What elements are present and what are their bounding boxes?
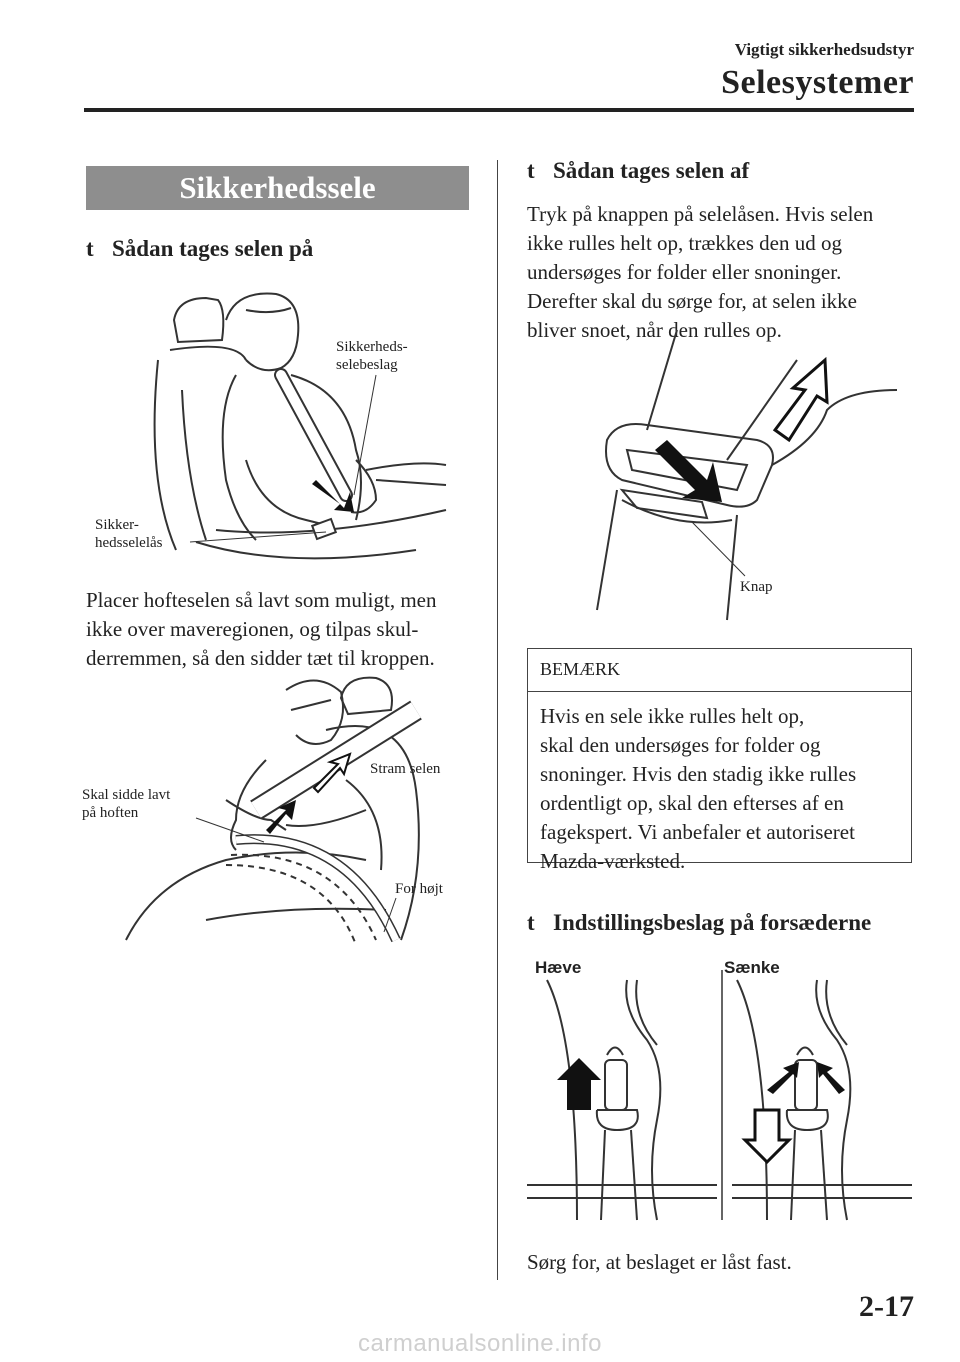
column-divider bbox=[497, 160, 498, 1280]
heading-unfasten bbox=[527, 158, 749, 184]
page-number: 2-17 bbox=[859, 1290, 914, 1323]
arrow-icon bbox=[775, 360, 827, 440]
watermark: carmanualsonline.info bbox=[358, 1330, 602, 1357]
header-rule bbox=[84, 108, 914, 112]
heading-adjuster bbox=[527, 910, 871, 936]
para-unfasten: Tryk på knappen på selelåsen. Hvis selen ikke rulles helt op, trækkes den ud og undersøges for folder eller snoninger. Derefter skal du sørge for, at selen ikke bliver snoet, når den rulles op. bbox=[527, 202, 874, 342]
heading-unfasten-text: Sådan tages selen af bbox=[553, 158, 750, 183]
label-sit-low: Skal sidde lavt på hoften bbox=[82, 787, 171, 821]
page-title: Selesystemer bbox=[721, 64, 914, 101]
note-body: Hvis en sele ikke rulles helt op, skal den undersøges for folder og snoninger. Hvis den stadig ikke rulles ordentligt op, skal den efterses af en fagekspert. Vi anbefaler et autoriseret Mazda-værksted. bbox=[540, 704, 857, 873]
heading-fasten-text: Sådan tages selen på bbox=[112, 236, 314, 261]
arrow-icon bbox=[557, 1058, 601, 1110]
label-button: Knap bbox=[740, 579, 773, 595]
arrow-icon bbox=[655, 440, 722, 502]
section-banner: Sikkerhedssele bbox=[86, 166, 469, 210]
label-lock: Sikker- hedsselelås bbox=[95, 517, 163, 551]
note-title: BEMÆRK bbox=[528, 649, 911, 692]
heading-adjuster-text: Indstillingsbeslag på forsæderne bbox=[553, 910, 872, 935]
section-label: Vigtigt sikkerhedsudstyr bbox=[734, 40, 914, 59]
arrow-icon bbox=[817, 1062, 845, 1094]
label-lower: Sænke bbox=[724, 958, 780, 977]
note-box bbox=[527, 648, 912, 873]
label-too-high: For højt bbox=[395, 881, 443, 897]
bullet-icon: t bbox=[86, 236, 94, 261]
heading-fasten bbox=[86, 236, 313, 262]
bullet-icon: t bbox=[527, 158, 535, 183]
para-fasten: Placer hofteselen så lavt som muligt, men ikke over maveregionen, og tilpas skul- derremmen, så den sidder tæt til kroppen. bbox=[86, 588, 437, 670]
label-buckle-plate: Sikkerheds- selebeslag bbox=[336, 339, 408, 373]
fig-release-button bbox=[527, 330, 912, 630]
para-locked: Sørg for, at beslaget er låst fast. bbox=[527, 1250, 792, 1274]
fig-height-adjuster bbox=[527, 980, 912, 1220]
label-raise: Hæve bbox=[535, 958, 582, 977]
arrow-icon bbox=[745, 1110, 789, 1162]
bullet-icon: t bbox=[527, 910, 535, 935]
label-tighten: Stram selen bbox=[370, 761, 441, 777]
